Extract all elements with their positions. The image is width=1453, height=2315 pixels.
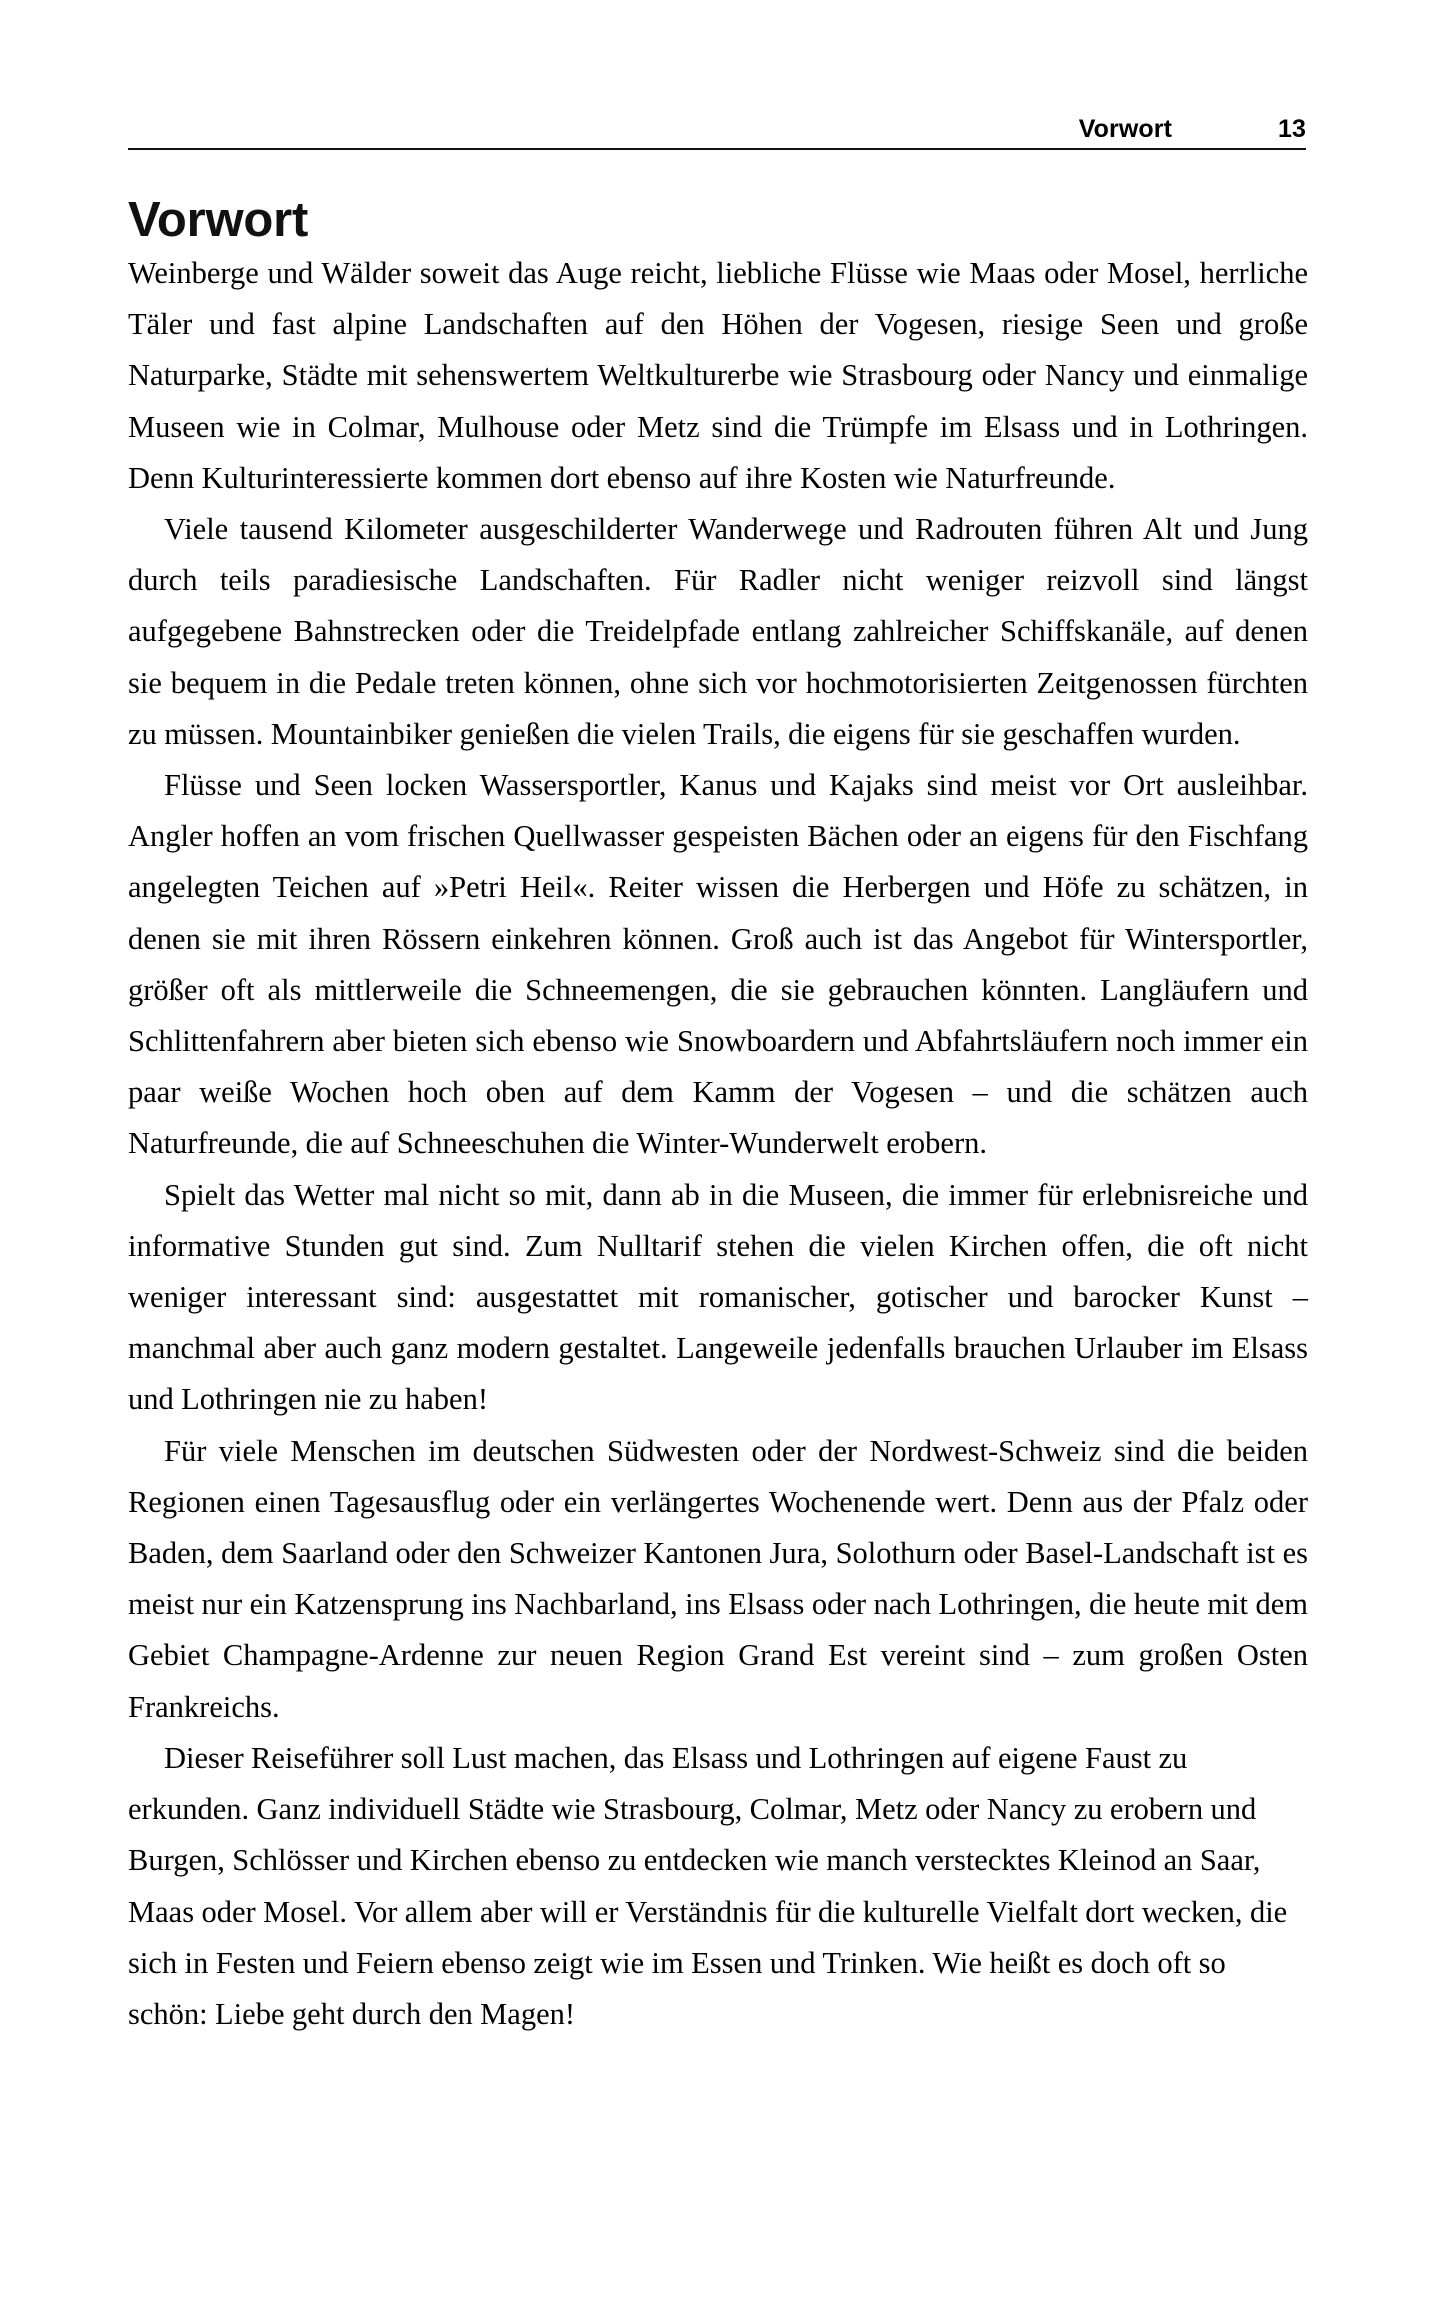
running-head-title: Vorwort <box>1078 115 1172 143</box>
body-text <box>128 248 1308 2040</box>
paragraph-1: Weinberge und Wälder soweit das Auge reicht, liebliche Flüsse wie Maas oder Mosel, herrliche Täler und fast alpine Landschaften auf den Höhen der Vogesen, riesige Seen und große Naturparke, Städte mit sehenswertem Weltkulturerbe wie Strasbourg oder Nancy und einmalige Museen wie in Colmar, Mulhouse oder Metz sind die Trümpfe im Elsass und in Lothringen. Denn Kulturinteressierte kommen dort ebenso auf ihre Kosten wie Naturfreunde. <box>128 256 1308 495</box>
paragraph-5: Für viele Menschen im deutschen Südwesten oder der Nordwest-Schweiz sind die beiden Regionen einen Tagesausflug oder ein verlängertes Wochenende wert. Denn aus der Pfalz oder Baden, dem Saarland oder den Schweizer Kantonen Jura, Solothurn oder Basel-Landschaft ist es meist nur ein Katzensprung ins Nachbarland, ins Elsass oder nach Lothringen, die heute mit dem Gebiet Champagne-Ardenne zur neuen Region Grand Est vereint sind – zum großen Osten Frankreichs. <box>128 1433 1308 1724</box>
page-number: 13 <box>1277 115 1306 143</box>
paragraph-2: Viele tausend Kilometer ausgeschilderter Wanderwege und Radrouten führen Alt und Jung durch teils paradiesische Landschaften. Für Radler nicht weniger reizvoll sind längst aufgegebene Bahnstrecken oder die Treidelpfade entlang zahlreicher Schiffskanäle, auf denen sie bequem in die Pedale treten können, ohne sich vor hochmotorisierten Zeitgenossen fürchten zu müssen. Mountainbiker genießen die vielen Trails, die eigens für sie geschaffen wurden. <box>128 512 1308 751</box>
header-rule <box>128 148 1306 150</box>
paragraph-4: Spielt das Wetter mal nicht so mit, dann ab in die Museen, die immer für erlebnisreiche und informative Stunden gut sind. Zum Nulltarif stehen die vielen Kirchen offen, die oft nicht weniger interessant sind: ausgestattet mit romanischer, gotischer und barocker Kunst – manchmal aber auch ganz modern gestaltet. Langeweile jedenfalls brauchen Urlauber im Elsass und Lothringen nie zu haben! <box>128 1177 1308 1417</box>
paragraph-6: Dieser Reiseführer soll Lust machen, das Elsass und Lothringen auf eigene Faust zu erkunden. Ganz individuell Städte wie Strasbourg, Colmar, Metz oder Nancy zu erobern und Burgen, Schlösser und Kirchen ebenso zu entdecken wie manch verstecktes Kleinod an Saar, Maas oder Mosel. Vor allem aber will er Verständnis für die kulturelle Vielfalt dort wecken, die sich in Festen und Feiern ebenso zeigt wie im Essen und Trinken. Wie heißt es doch oft so schön: Liebe geht durch den Magen! <box>128 1740 1288 2031</box>
running-head <box>128 100 1306 144</box>
paragraph-3: Flüsse und Seen locken Wassersportler, Kanus und Kajaks sind meist vor Ort ausleihbar. Angler hoffen an vom frischen Quellwasser gespeisten Bächen oder an eigens für den Fischfang angelegten Teichen auf »Petri Heil«. Reiter wissen die Herbergen und Höfe zu schätzen, in denen sie mit ihren Rössern einkehren können. Groß auch ist das Angebot für Wintersportler, größer oft als mittlerweile die Schneemengen, die sie gebrauchen könnten. Langläufern und Schlittenfahrern aber bieten sich ebenso wie Snowboardern und Abfahrtsläufern noch immer ein paar weiße Wochen hoch oben auf dem Kamm der Vogesen – und die schätzen auch Naturfreunde, die auf Schneeschuhen die Winter-Wunderwelt erobern. <box>128 768 1308 1161</box>
page-title: Vorwort <box>128 192 309 247</box>
